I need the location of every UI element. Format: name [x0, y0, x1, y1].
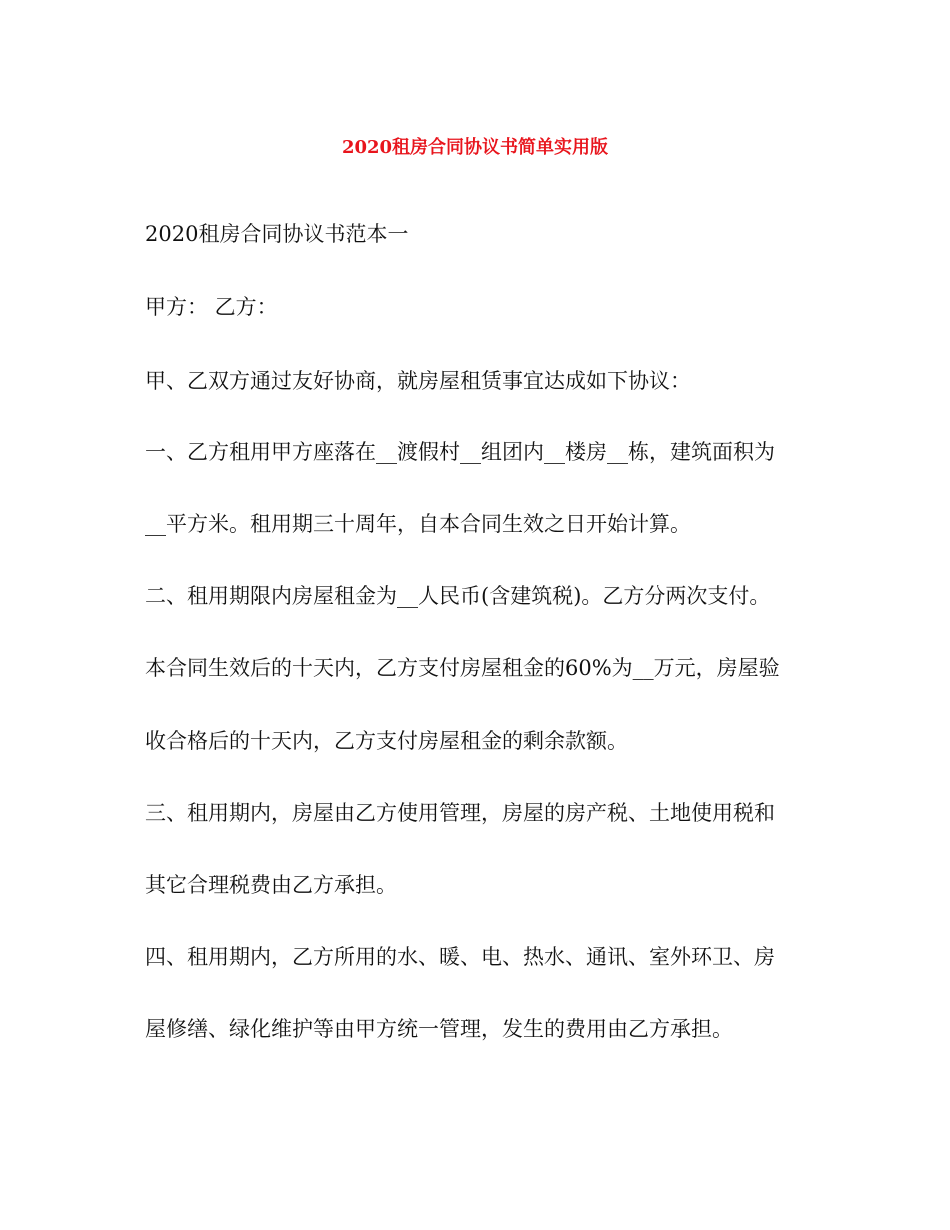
- clause-one-line-1: 一、乙方租用甲方座落在__渡假村__组团内__楼房__栋，建筑面积为: [145, 440, 775, 464]
- clause-four-line-2: 屋修缮、绿化维护等由甲方统一管理，发生的费用由乙方承担。: [145, 1017, 733, 1041]
- clause-one-line-2: __平方米。租用期三十周年，自本合同生效之日开始计算。: [145, 512, 691, 536]
- clause-four-line-1: 四、租用期内，乙方所用的水、暖、电、热水、通讯、室外环卫、房: [145, 945, 775, 969]
- clause-three-line-2: 其它合理税费由乙方承担。: [145, 873, 397, 897]
- parties-line: 甲方： 乙方：: [145, 295, 278, 319]
- document-title: 2020租房合同协议书简单实用版: [341, 137, 609, 158]
- agreement-intro-line: 甲、乙双方通过友好协商，就房屋租赁事宜达成如下协议：: [145, 369, 691, 393]
- subtitle-line: 2020租房合同协议书范本一: [145, 222, 409, 246]
- clause-three-line-1: 三、租用期内，房屋由乙方使用管理，房屋的房产税、土地使用税和: [145, 801, 775, 825]
- clause-two-line-3: 收合格后的十天内，乙方支付房屋租金的剩余款额。: [145, 729, 628, 753]
- clause-two-line-2: 本合同生效后的十天内，乙方支付房屋租金的60%为__万元，房屋验: [145, 656, 780, 680]
- clause-two-line-1: 二、租用期限内房屋租金为__人民币(含建筑税)。乙方分两次支付。: [145, 584, 771, 608]
